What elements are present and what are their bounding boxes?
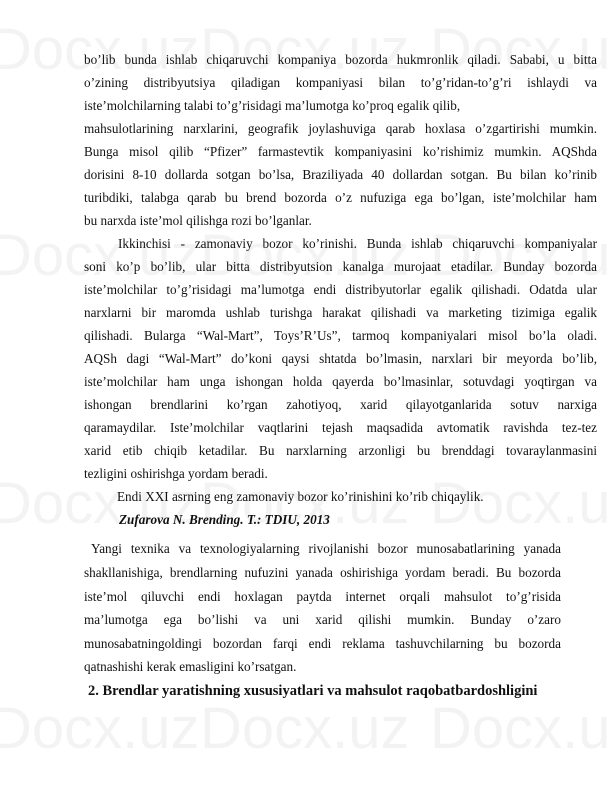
text-line: bu narxda iste’mol qilishga rozi bo’lganlar. <box>84 213 312 228</box>
text-line: ishongan brendlarini ko’rgan zahotiyoq, xarid qilayotganlarida sotuv narxiga <box>84 397 597 412</box>
text-line: bo’lib bunda ishlab chiqaruvchi kompaniya bozorda hukmronlik qiladi. Sababi, u bitta <box>84 52 597 67</box>
text-line: mahsulotlarining narxlarini, geografik joylashuviga qarab hoxlasa o’zgartirishi mumkin. <box>84 121 597 136</box>
text-line: Endi XXI asrning eng zamonaviy bozor ko’rinishini ko’rib chiqaylik. <box>117 489 484 504</box>
text-line: iste’molchilar ham unga ishongan holda qayerda bo’lmasinlar, sotuvdagi yoqtirgan va <box>84 374 597 389</box>
text-line: qaramaydilar. Iste’molchilar vaqtlarini tejash maqsadida avtomatik ravishda tez-tez <box>84 420 597 435</box>
citation: Zufarova N. Brending. T.: TDIU, 2013 <box>119 512 330 527</box>
text-line: iste’molchilarning talabi to’g’risidagi ma’lumotga ko’proq egalik qilib, <box>84 98 461 113</box>
watermark <box>200 16 410 83</box>
watermark <box>0 222 200 289</box>
text-line: o’zining distribyutsiya qiladigan kompaniyasi bilan to’g’ridan-to’g’ri ishlaydi va <box>84 75 597 90</box>
text-line: Bunga misol qilib “Pfizer” farmastevtik kompaniyasini ko’rishimiz mumkin. AQShda <box>84 144 597 159</box>
section-heading: 2. Brendlar yaratishning xususiyatlari va mahsulot raqobatbardoshligini <box>88 683 538 699</box>
text-line: Yangi texnika va texnologiyalarning rivojlanishi bozor munosabatlarining yanada <box>91 541 561 556</box>
watermark <box>430 695 612 762</box>
watermark <box>200 222 410 289</box>
watermark <box>430 222 612 289</box>
text-line: turibdiki, talabga qarab bu brend bozorda o’z nufuziga ega bo’lgan, iste’molchilar ham <box>84 190 597 205</box>
text-line: munosabatningoldingi bozordan farqi endi reklama tashuvchilarning bu bozorda <box>84 636 561 651</box>
text-line: xarid etib chiqib ketadilar. Bu narxlarning arzonligi bu brenddagi tovaraylanmasini <box>84 443 597 458</box>
text-line: iste’molchilar to’g’risidagi ma’lumotga endi distribyutorlar egalik qilishadi. Odatda ular <box>84 282 597 297</box>
text-line: dorisini 8-10 dollarda sotgan bo’lsa, Braziliyada 40 dollardan sotgan. Bu bilan ko’rinib <box>84 167 597 182</box>
text-line: tezligini oshirishga yordam beradi. <box>84 466 268 481</box>
watermark <box>430 16 612 83</box>
text-line: AQSh dagi “Wal-Mart” do’koni qaysi shtatda bo’lmasin, narxlari bir meyorda bo’lib, <box>84 351 597 366</box>
watermark <box>200 695 410 762</box>
watermark <box>0 695 200 762</box>
text-line: Ikkinchisi - zamonaviy bozor ko’rinishi. Bunda ishlab chiqaruvchi kompaniyalar <box>118 236 597 251</box>
text-line: iste’mol qiluvchi endi hoxlagan paytda internet orqali mahsulot to’g’risida <box>84 589 561 604</box>
text-line: qilishadi. Bularga “Wal-Mart”, Toys’R’Us”, tarmoq kompaniyalari misol bo’la oladi. <box>84 328 597 343</box>
text-line: ma’lumotga ega bo’lishi va uni xarid qilishi mumkin. Bunday o’zaro <box>84 612 561 627</box>
watermark <box>0 16 200 83</box>
text-line: narxlarni bir maromda ushlab turishga harakat qilishadi va marketing tizimiga egalik <box>84 305 597 320</box>
text-line: qatnashishi kerak emasligini ko’rsatgan. <box>84 659 297 674</box>
text-line: shakllanishiga, brendlarning nufuzini yanada oshirishiga yordam beradi. Bu bozorda <box>84 565 561 580</box>
text-line: soni ko’p bo’lib, ular bitta distribyutsion kanalga murojaat etadilar. Bunday bozorda <box>84 259 597 274</box>
